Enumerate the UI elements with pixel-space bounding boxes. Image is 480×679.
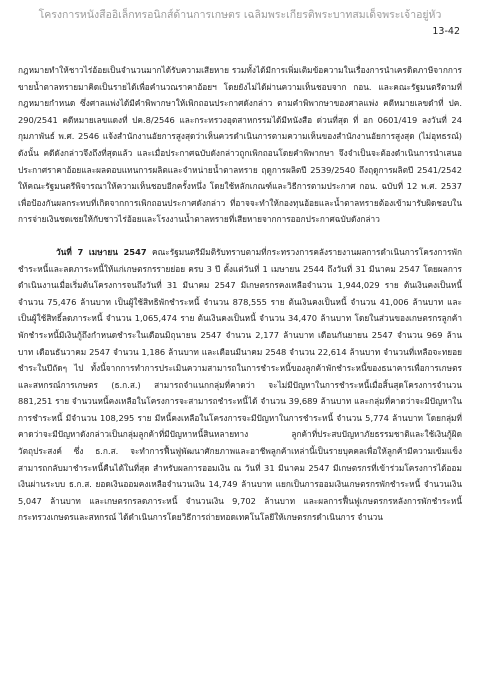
document-header-title: โครงการหนังสืออิเล็กทรอนิกส์ด้านการเกษตร เฉลิมพระเกียรติพระบาทสมเด็จพระเจ้าอยู่หัว [38, 9, 442, 21]
page-number: 13-42 [432, 26, 460, 37]
paragraph-2-date: วันที่ 7 เมษายน 2547 [56, 246, 147, 257]
paragraph-1: กฎหมายทำให้ชาวไร่อ้อยเป็นจำนวนมากได้รับความเสียหาย รวมทั้งได้มีการเพิ่มเติมข้อความในเรื่องการนำเครดิตภาษีจากการขายน้ำตาลทรายมาคิดเป็นรายได้เพื่อคำนวณราคาอ้อยฯ โดยยังไม่ได้ผ่านความเห็นชอบจาก กอน. และคณะรัฐมนตรีตามที่กฎหมายกำหนด ซึ่งศาลแพ่งได้มีคำพิพากษาให้เพิกถอนประกาศดังกล่าว ตามคำพิพากษาของศาลแพ่ง คดีหมายเลขดำที่ ปค. 290/2541 คดีหมายเลขแดงที่ ปค.8/2546 และกระทรวงอุตสาหกรรมได้มีหนังสือ ด่วนที่สุด ที่ อก 0601/419 ลงวันที่ 24 กุมภาพันธ์ พ.ศ. 2546 แจ้งสำนักงานอัยการสูงสุดว่าเห็นควรดำเนินการตามความเห็นของสำนักงานอัยการสูงสุด (ไม่อุทธรณ์) ดังนั้น คดีดังกล่าวจึงถึงที่สุดแล้ว และเมื่อประกาศฉบับดังกล่าวถูกเพิกถอนโดยคำพิพากษา จึงจำเป็นจะต้องดำเนินการนำเสนอประกาศราคาอ้อยและผลตอบแทนการผลิตและจำหน่ายน้ำตาลทราย ฤดูการผลิตปี 2539/2540 ถึงฤดูการผลิตปี 2541/2542 ให้คณะรัฐมนตรีพิจารณาให้ความเห็นชอบอีกครั้งหนึ่ง โดยใช้หลักเกณฑ์และวิธีการตามประกาศ กอน. ฉบับที่ 12 พ.ศ. 2537 เพื่อป้องกันผลกระทบที่เกิดจากการเพิกถอนประกาศดังกล่าว ที่อาจจะทำให้กองทุนอ้อยและน้ำตาลทรายต้องเข้ามารับผิดชอบในการจ่ายเงินชดเชยให้กับชาวไร่อ้อยและโรงงานน้ำตาลทรายที่เสียหายจากการออกประกาศฉบับดังกล่าว [18, 65, 462, 225]
paragraph-2 [18, 244, 462, 526]
paragraph-2-text: คณะรัฐมนตรีมีมติรับทราบตามที่กระทรวงการคลังรายงานผลการดำเนินการโครงการพักชำระหนี้และลดภาระหนี้ให้แก่เกษตรกรรายย่อย ครบ 3 ปี ตั้งแต่วันที่ 1 เมษายน 2544 ถึงวันที่ 31 มีนาคม 2547 โดยผลการดำเนินงานเมื่อเริ่มต้นโครงการจนถึงวันที่ 31 มีนาคม 2547 มีเกษตรกรคงเหลือจำนวน 1,944,029 ราย ต้นเงินคงเป็นหนี้ จำนวน 75,476 ล้านบาท เป็นผู้ใช้สิทธิพักชำระหนี้ จำนวน 878,555 ราย ต้นเงินคงเป็นหนี้ จำนวน 41,006 ล้านบาท และเป็นผู้ใช้สิทธิ์ลดภาระหนี้ จำนวน 1,065,474 ราย ต้นเงินคงเป็นหนี้ จำนวน 34,470 ล้านบาท โดยในส่วนของเกษตรกรลูกค้าพักชำระหนี้มีเงินกู้ถึงกำหนดชำระในเดือนมิถุนายน 2547 จำนวน 2,177 ล้านบาท เดือนกันยายน 2547 จำนวน 969 ล้านบาท เดือนธันวาคม 2547 จำนวน 1,186 ล้านบาท และเดือนมีนาคม 2548 จำนวน 22,614 ล้านบาท จำนวนที่เหลือจะทยอยชำระในปีถัดๆ ไป ทั้งนี้จากการทำการประเมินความสามารถในการชำระหนี้ของลูกค้าพักชำระหนี้ของธนาคารเพื่อการเกษตรและสหกรณ์การเกษตร (ธ.ก.ส.) สามารถจำแนกกลุ่มที่คาดว่า จะไม่มีปัญหาในการชำระหนี้เมื่อสิ้นสุดโครงการจำนวน 881,251 ราย จำนวนหนี้คงเหลือในโครงการจะสามารถชำระหนี้ได้ จำนวน 39,689 ล้านบาท และกลุ่มที่คาดว่าจะมีปัญหาในการชำระหนี้ มีจำนวน 108,295 ราย มีหนี้คงเหลือในโครงการจะมีปัญหาในการชำระหนี้ จำนวน 5,774 ล้านบาท โดยกลุ่มที่คาดว่าจะมีปัญหาดังกล่าวเป็นกลุ่มลูกค้าที่มีปัญหาหนี้สินหลายทาง ลูกค้าที่ประสบปัญหาภัยธรรมชาติและใช้เงินกู้ผิดวัตถุประสงค์ ซึ่ง ธ.ก.ส. จะทำการฟื้นฟูพัฒนาศักยภาพและอาชีพลูกค้าเหล่านี้เป็นรายบุคคลเพื่อให้ลูกค้ามีความเข้มแข็งสามารถกลับมาชำระหนี้คืนได้ในที่สุด สำหรับผลการออมเงิน ณ วันที่ 31 มีนาคม 2547 มีเกษตรกรที่เข้าร่วมโครงการได้ออมเงินผ่านระบบ ธ.ก.ส. ยอดเงินออมคงเหลือจำนวนเงิน 14,749 ล้านบาท แยกเป็นการออมเงินเกษตรกรพักชำระหนี้ จำนวนเงิน 5,047 ล้านบาท และเกษตรกรลดภาระหนี้ จำนวนเงิน 9,702 ล้านบาท และผลการฟื้นฟูเกษตรกรหลังการพักชำระหนี้ กระทรวงเกษตรและสหกรณ์ ได้ดำเนินการโดยวิธีการถ่ายทอดเทคโนโลยีให้เกษตรกรดำเนินการ จำนวน [18, 246, 462, 523]
document-body [18, 62, 462, 526]
